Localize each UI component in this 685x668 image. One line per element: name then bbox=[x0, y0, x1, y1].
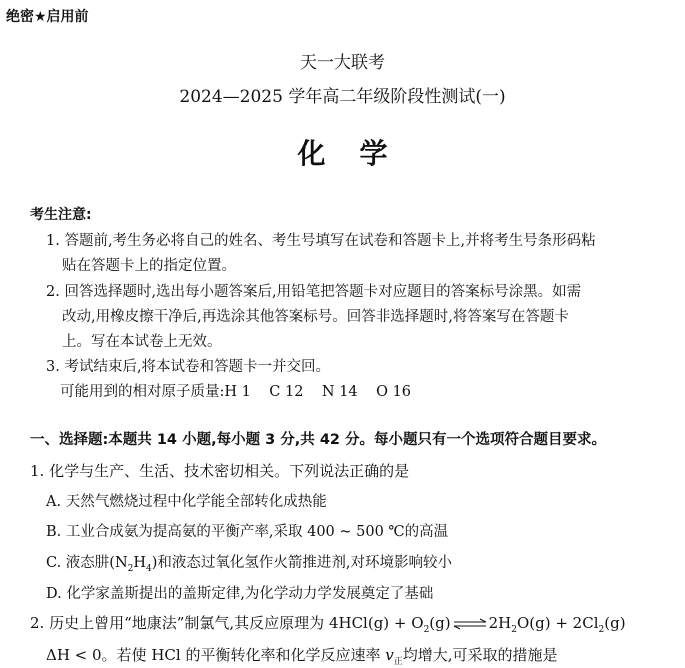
notice-item-3: 3. 考试结束后,将本试卷和答题卡一并交回。 bbox=[46, 359, 331, 375]
atomic-masses: 可能用到的相对原子质量:H 1 C 12 N 14 O 16 bbox=[60, 384, 412, 400]
notice-item-1-line-2: 贴在答题卡上的指定位置。 bbox=[62, 258, 236, 274]
q2-stem-line-1: 2. 历史上曾用“地康法”制氯气,其反应原理为 $4HCl(g) + O_2(g) 2H_2O(g) + 2Cl_2(g)$ bbox=[30, 614, 626, 635]
exam-title: 2024—2025 学年高二年级阶段性测试(一) bbox=[179, 87, 506, 107]
equilibrium-arrow-icon bbox=[453, 618, 487, 630]
organizer-title: 天一大联考 bbox=[300, 53, 385, 73]
section-1-heading: 一、选择题:本题共 14 小题,每小题 3 分,共 42 分。每小题只有一个选项符合题目要求。 bbox=[30, 432, 607, 448]
notice-item-2-line-2: 改动,用橡皮擦干净后,再选涂其他答案标号。回答非选择题时,将答案写在答题卡 bbox=[62, 309, 569, 325]
notice-item-2-line-3: 上。写在本试卷上无效。 bbox=[62, 334, 222, 350]
q1-option-a: A. 天然气燃烧过程中化学能全部转化成热能 bbox=[46, 494, 327, 510]
notice-item-1-line-1: 1. 答题前,考生务必将自己的姓名、考生号填写在试卷和答题卡上,并将考生号条形码粘 bbox=[46, 233, 596, 249]
notice-item-2-line-1: 2. 回答选择题时,选出每小题答案后,用铅笔把答题卡对应题目的答案标号涂黑。如需 bbox=[46, 284, 582, 300]
q1-option-c: C. 液态肼$(N_2H_4)$和液态过氧化氢作火箭推进剂,对环境影响较小 bbox=[46, 555, 453, 574]
q1-option-b: B. 工业合成氨为提高氨的平衡产率,采取 400 ~ 500 ℃的高温 bbox=[46, 524, 449, 540]
subject-title: 化学 bbox=[297, 137, 422, 170]
q1-stem: 1. 化学与生产、生活、技术密切相关。下列说法正确的是 bbox=[30, 462, 410, 480]
confidential-label: 绝密★启用前 bbox=[6, 9, 89, 25]
notice-title: 考生注意: bbox=[30, 207, 92, 223]
q1-option-d: D. 化学家盖斯提出的盖斯定律,为化学动力学发展奠定了基础 bbox=[46, 586, 434, 602]
q2-stem-line-2: ΔH < 0。若使 HCl 的平衡转化率和化学反应速率 $v_正$均增大,可采取的措施是 bbox=[46, 646, 558, 667]
